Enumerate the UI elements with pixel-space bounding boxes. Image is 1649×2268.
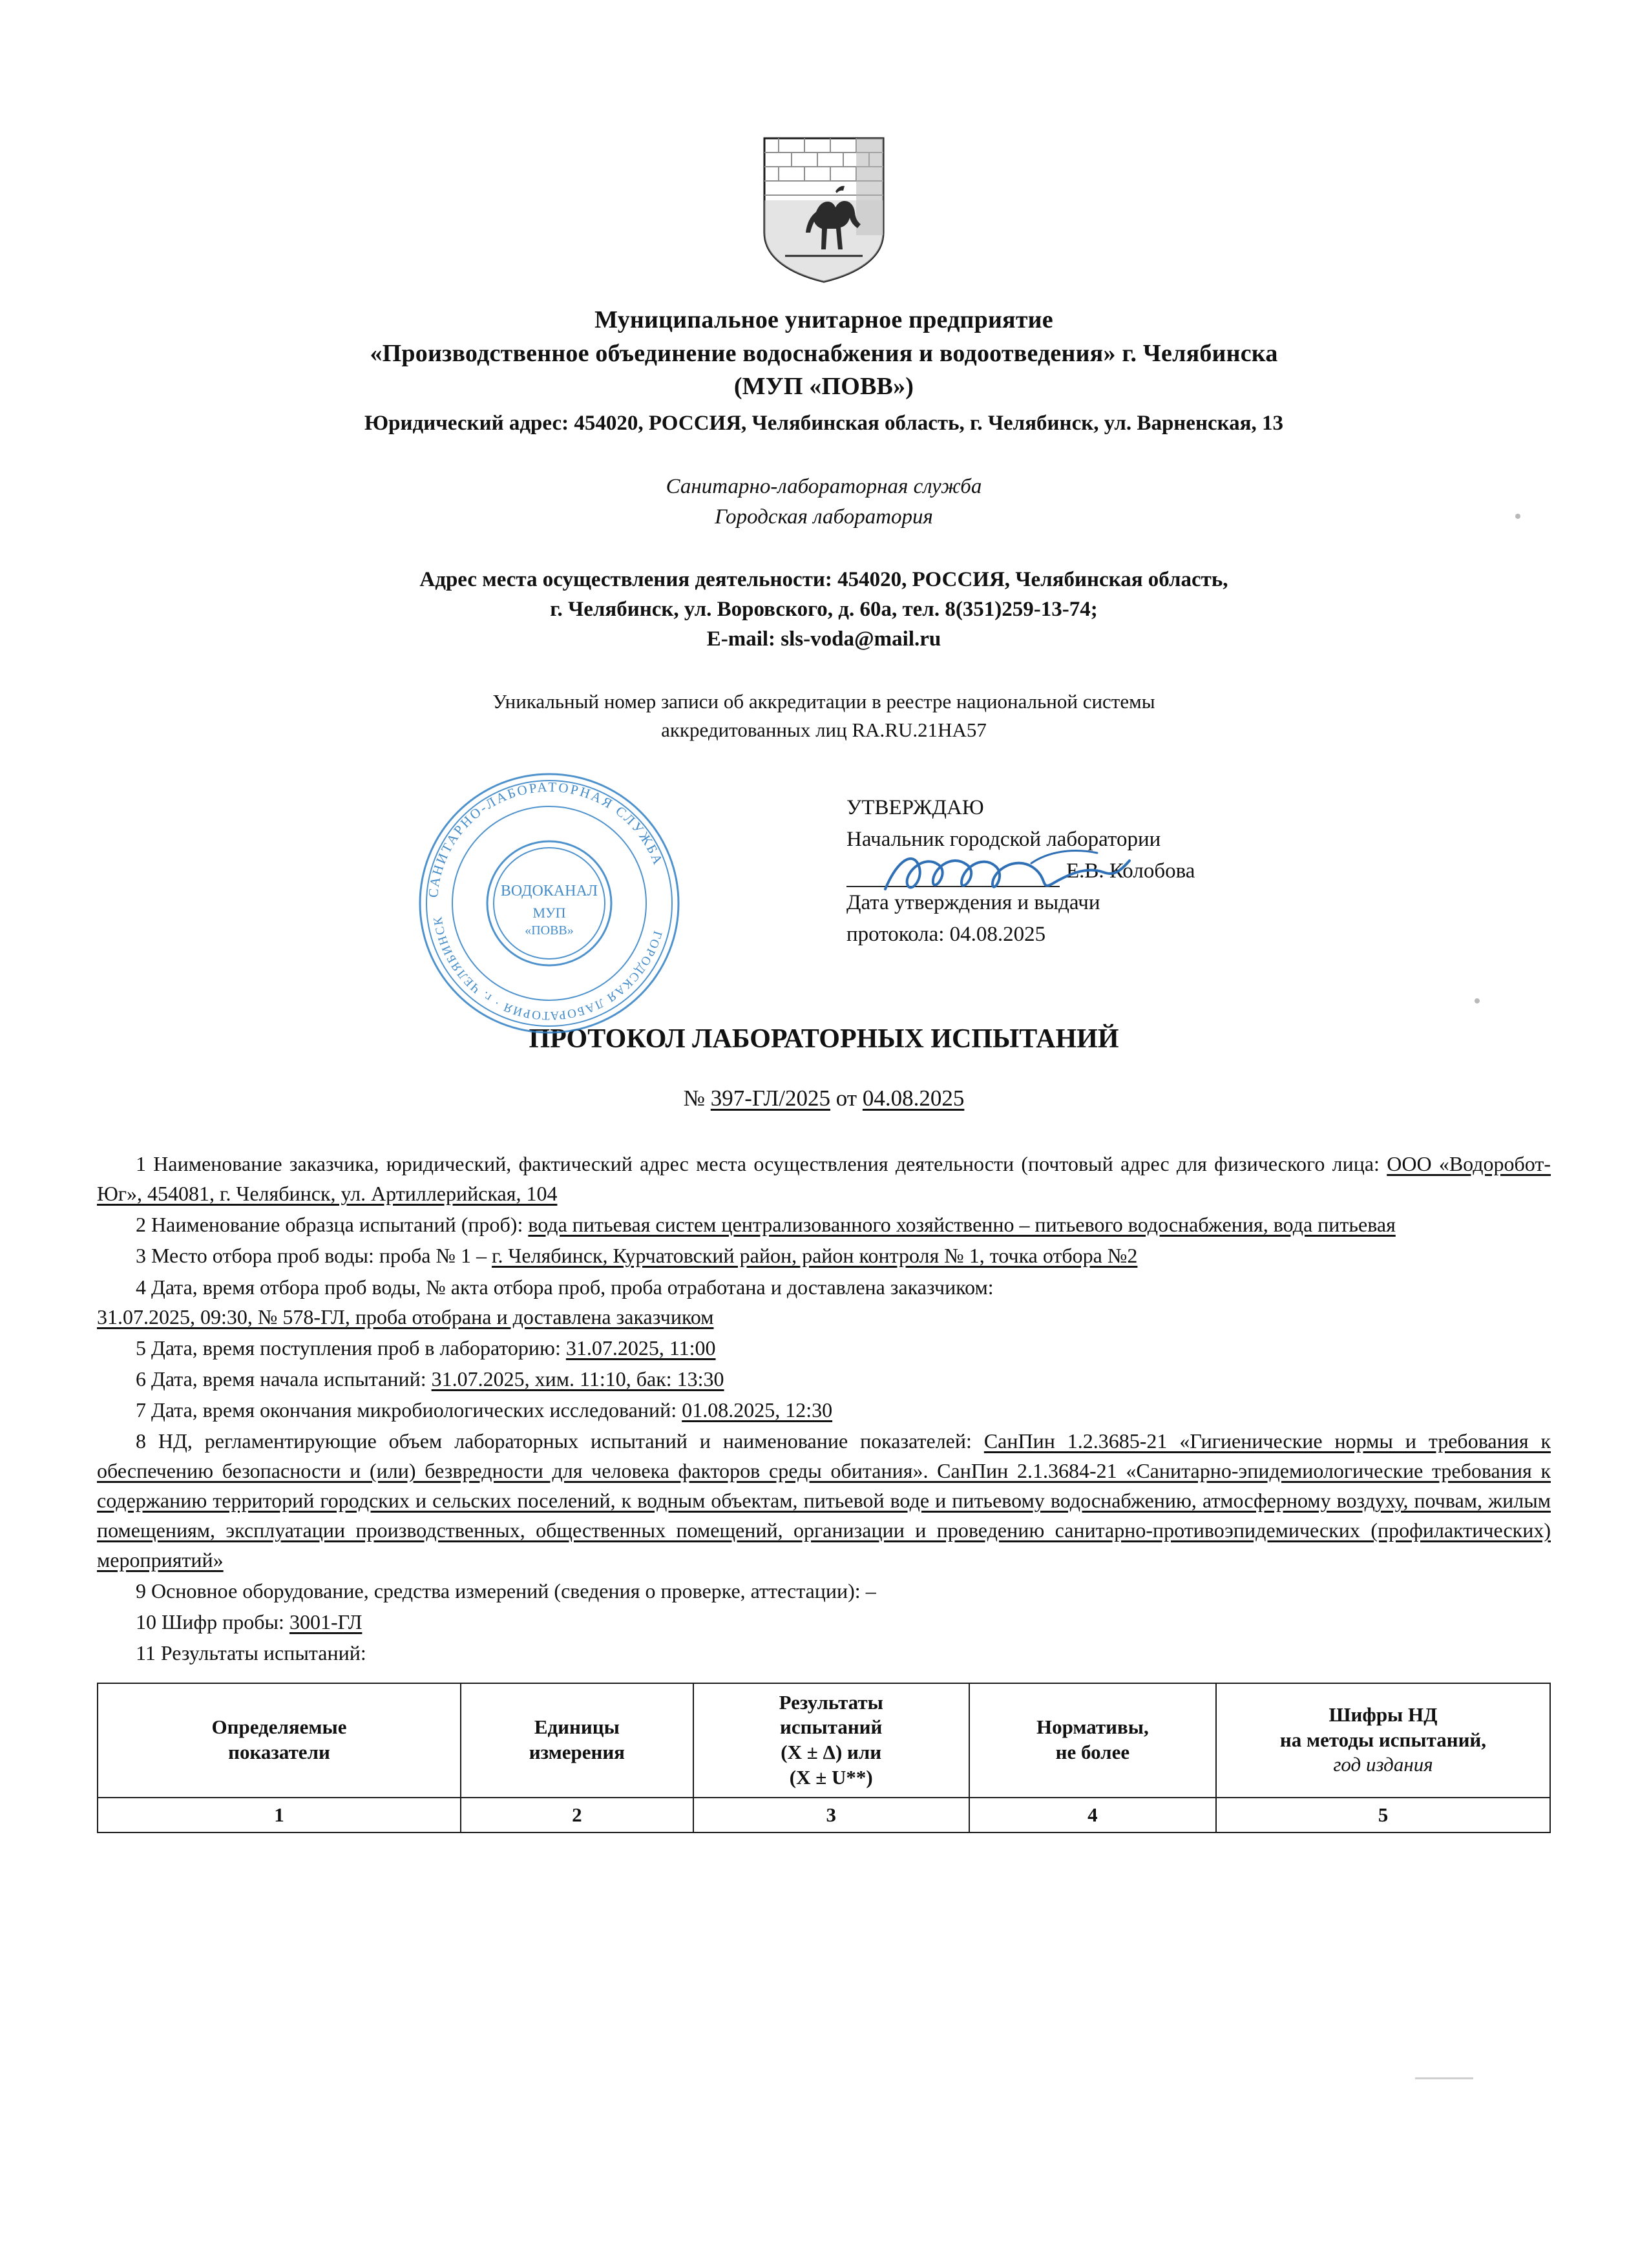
accreditation-block [97,688,1551,744]
place-line-2: г. Челябинск, ул. Воровского, д. 60а, тел. 8(351)259-13-74; [550,597,1098,621]
item-6-lead: 6 Дата, время начала испытаний: [136,1367,426,1391]
item-9: 9 Основное оборудование, средства измерений (сведения о проверке, аттестации): – [136,1579,876,1603]
header-col5-line2: на методы испытаний, [1279,1728,1487,1751]
org-line-1: Муниципальное унитарное предприятие [594,306,1053,333]
item-8-value: СанПин 1.2.3685-21 «Гигиенические нормы и требования к обеспечению безопасности и (или) безвредности для человека факторов среды обитания». СанПин 2.1.3684-21 «Санитарно-эпидемиологические требования к содержанию территорий городских и сельских поселений, к водным объектам, питьевой воде и питьевому водоснабжению, атмосферному воздуху, почвам, жилым помещениям, эксплуатации производственных, общественных помещений, организации и проведению санитарно-противоэпидемических (профилактических) мероприятий» [97,1429,1551,1572]
header-col2-line1: Единицы [534,1716,620,1739]
round-stamp-icon [414,768,685,1039]
svg-text:ВОДОКАНАЛ: ВОДОКАНАЛ [500,883,598,900]
item-7 [97,1395,1551,1425]
header-cell-indicators [98,1683,461,1798]
header-col1-line1: Определяемые [211,1716,347,1739]
approval-area [97,761,1551,1023]
approval-person: Е.В. Колобова [1066,859,1195,883]
item-3 [97,1241,1551,1270]
item-1-lead: 1 Наименование заказчика, юридический, фактический адрес места осуществления деятельности (почтовый адрес для физического лица: [136,1152,1380,1176]
column-number-1: 1 [98,1798,461,1832]
service-block [97,472,1551,532]
header-col3-line1: Результаты [779,1690,883,1714]
signature-line [846,864,1060,887]
results-table-head [98,1683,1550,1798]
svg-text:«ПОВВ»: «ПОВВ» [525,923,574,938]
svg-text:ГОРОДСКАЯ ЛАБОРАТОРИЯ · г. ЧЕЛ: ГОРОДСКАЯ ЛАБОРАТОРИЯ · г. ЧЕЛЯБИНСК [431,914,665,1023]
header-cell-units [461,1683,693,1798]
column-number-2: 2 [461,1798,693,1832]
header-col1-line2: показатели [228,1741,330,1764]
header-col5-line1: Шифры НД [1329,1703,1438,1726]
table-header-row [98,1683,1550,1798]
item-4 [97,1272,1551,1332]
org-line-3: (МУП «ПОВВ») [733,373,914,401]
approval-signature-row [846,856,1195,887]
item-10 [97,1607,1551,1637]
item-4-value: 31.07.2025, 09:30, № 578-ГЛ, проба отобрана и доставлена заказчиком [97,1305,714,1328]
header-cell-results [693,1683,969,1798]
place-line-3: E-mail: sls-voda@mail.ru [706,627,941,651]
chelyabinsk-coat-of-arms-icon [759,136,888,284]
item-7-lead: 7 Дата, время окончания микробиологических исследований: [136,1398,677,1422]
approval-date-label: Дата утверждения и выдачи [846,890,1100,914]
item-2-lead: 2 Наименование образца испытаний (проб): [136,1213,523,1237]
place-line-1: Адрес места осуществления деятельности: 454020, РОССИЯ, Челябинская область, [419,567,1228,591]
header-cell-methods [1216,1683,1550,1798]
approval-label: УТВЕРЖДАЮ [846,796,984,820]
document-sheet [97,39,1551,2229]
item-5 [97,1333,1551,1363]
column-number-4: 4 [969,1798,1216,1832]
accreditation-line-2: аккредитованных лиц RA.RU.21НА57 [661,719,987,742]
item-8 [97,1426,1551,1575]
table-row [98,1798,1550,1832]
item-1-value: ООО «Водоробот-Юг», 454081, г. Челябинск, ул. Артиллерийская, 104 [97,1152,1551,1206]
approval-date-value: протокола: 04.08.2025 [846,922,1046,946]
results-table [97,1683,1551,1833]
svg-text:МУП: МУП [532,905,566,921]
document-date: 04.08.2025 [862,1086,965,1111]
item-5-lead: 5 Дата, время поступления проб в лабораторию: [136,1336,561,1360]
column-number-5: 5 [1216,1798,1550,1832]
item-2 [97,1210,1551,1239]
coat-of-arms-emblem-container [97,136,1551,284]
svg-text:САНИТАРНО-ЛАБОРАТОРНАЯ СЛУЖБА: САНИТАРНО-ЛАБОРАТОРНАЯ СЛУЖБА [425,779,667,899]
header-col4-line2: не более [1055,1741,1130,1764]
activity-place-block [97,565,1551,655]
document-number: 397-ГЛ/2025 [710,1086,831,1111]
header-col3-line4: (X ± U**) [789,1765,873,1789]
item-6 [97,1364,1551,1394]
service-line-2: Городская лаборатория [715,505,933,529]
item-10-value: 3001-ГЛ [289,1610,362,1634]
org-legal-address: Юридический адрес: 454020, РОССИЯ, Челябинская область, г. Челябинск, ул. Варненская, 13 [364,412,1283,436]
item-2-value: вода питьевая систем централизованного хозяйственно – питьевого водоснабжения, вода питьевая [528,1213,1396,1237]
number-prefix: № [683,1086,706,1111]
item-11: 11 Результаты испытаний: [136,1641,366,1665]
item-10-lead: 10 Шифр пробы: [136,1610,284,1634]
item-6-value: 31.07.2025, хим. 11:10, бак: 13:30 [431,1367,724,1391]
column-number-3: 3 [693,1798,969,1832]
item-7-value: 01.08.2025, 12:30 [682,1398,833,1422]
header-col3-line2: испытаний [780,1716,883,1739]
protocol-body [97,1149,1551,1668]
header-col2-line2: измерения [529,1741,625,1764]
accreditation-line-1: Уникальный номер записи об аккредитации в реестре национальной системы [492,690,1155,713]
results-table-body [98,1798,1550,1832]
header-col4-line1: Нормативы, [1036,1716,1149,1739]
page-title: ПРОТОКОЛ ЛАБОРАТОРНЫХ ИСПЫТАНИЙ [529,1024,1119,1055]
approval-position: Начальник городской лаборатории [846,828,1161,852]
header-cell-norms [969,1683,1216,1798]
item-5-value: 31.07.2025, 11:00 [565,1336,716,1360]
approval-block [846,792,1195,950]
header-col3-line3: (X ± Δ) или [781,1741,882,1764]
item-8-lead: 8 НД, регламентирующие объем лабораторных испытаний и наименование показателей: [136,1429,972,1453]
header-col5-line3: год издания [1333,1753,1433,1776]
organization-header [97,304,1551,438]
item-3-lead: 3 Место отбора проб воды: проба № 1 – [136,1244,487,1268]
document-number-line [97,1086,1551,1111]
item-4-lead: 4 Дата, время отбора проб воды, № акта отбора проб, проба отработана и доставлена заказчиком: [136,1275,994,1299]
service-line-1: Санитарно-лабораторная служба [666,474,982,498]
item-3-value: г. Челябинск, Курчатовский район, район контроля № 1, точка отбора №2 [492,1244,1138,1268]
org-line-2: «Производственное объединение водоснабжения и водоотведения» г. Челябинска [370,339,1278,367]
date-prefix: от [835,1086,857,1111]
item-1 [97,1149,1551,1208]
